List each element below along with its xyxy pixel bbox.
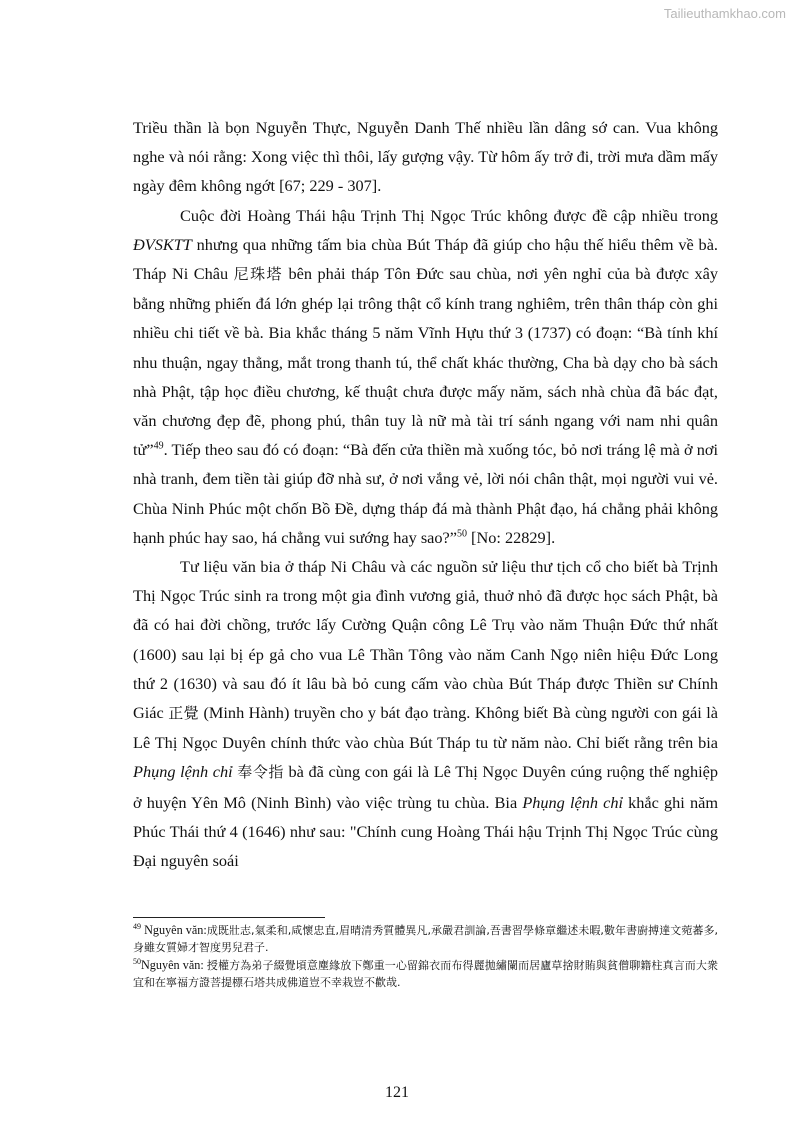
p3-title-phung-lenh-chi-2: Phụng lệnh chỉ (522, 792, 624, 812)
p2-text-a: Cuộc đời Hoàng Thái hậu Trịnh Thị Ngọc Trúc không được đề cập nhiều trong (180, 205, 718, 225)
footnote-50-text: 授權方為弟子綴覺頃意塵緣放下鄭重一心留錦衣而布得麗拋繡闌而居廬草捨財賄與貧僧聊籍柱真言而大衆宜和在寧福方證菩提標石塔共成佛道豈不幸栽豈不歡哉. (133, 958, 718, 990)
paragraph-1: Triều thần là bọn Nguyễn Thực, Nguyễn Danh Thế nhiều lần dâng sớ can. Vua không nghe và nói rằng: Xong việc thì thôi, lấy gượng vậy. Từ hôm ấy trở đi, trời mưa dầm mấy ngày đêm không ngớt [67; 229 - 307]. (133, 118, 718, 196)
footnotes (133, 922, 718, 992)
p3-text-a: Tư liệu văn bia ở tháp Ni Châu và các nguồn sử liệu thư tịch cổ cho biết bà Trịnh Thị Ngọc Trúc sinh ra trong một gia đình vương giả, thuở nhỏ đã được học sách Phật, bà đã có hai đời chồng, trước lấy Cường Quận công Lê Trụ vào năm Thuận Đức thứ nhất (1600) sau lại bị ép gả cho vua Lê Thần Tông vào năm Canh Ngọ niên hiệu Đức Long thứ 2 (1630) và sau đó ít lâu bà bỏ cung cấm vào chùa Bút Tháp được Thiền sư Chính Giác (133, 557, 718, 723)
paragraph-2 (133, 201, 718, 552)
p2-han-ni-chau: 尼珠塔 (233, 265, 283, 284)
p3-text-i: khắc ghi năm Phúc Thái thứ 4 (1646) như sau: "Chính cung Hoàng Thái hậu Trịnh Thị Ngọc Trúc cùng Đại nguyên soái (133, 792, 718, 871)
p3-han-phung-lenh-chi: 奉令指 (237, 763, 284, 782)
page-number: 121 (385, 1084, 409, 1101)
footnote-49-text: 成既壯志,氣柔和,咸懷忠直,眉晴清秀質體異凡,承嚴君訓論,吾書習學條章繼述未暇,數年書廚搏達文菀蕃多,身雖女質婦才智度男兒君子. (133, 924, 718, 955)
footnote-50 (133, 957, 718, 992)
footnote-ref-49[interactable]: 49 (153, 440, 164, 452)
watermark: Tailieuthamkhao.com (663, 6, 786, 21)
paragraph-3 (133, 552, 718, 875)
p3-han-chinh-giac: 正覺 (168, 704, 200, 723)
p3-title-phung-lenh-chi: Phụng lệnh chỉ (133, 762, 233, 782)
p3-text-c: (Minh Hành) truyền cho y bát đạo tràng. Không biết Bà cùng người con gái là Lê Thị Ngọc Duyên chính thức vào chùa Bút Tháp tu từ năm nào. Chỉ biết rằng trên bia (133, 703, 718, 753)
p3-text-g: bà đã cùng con gái là Lê Thị Ngọc Duyên cúng ruộng thế nghiệp ở huyện Yên Mô (Ninh Bình) vào việc trùng tu chùa. Bia (133, 762, 718, 812)
p2-text-e: bên phải tháp Tôn Đức sau chùa, nơi yên nghỉ của bà được xây bằng những phiến đá lớn ghép lại trông thật cổ kính trang nghiêm, trên thân tháp còn ghi nhiều chi tiết về bà. Bia khắc tháng 5 năm Vĩnh Hựu thứ 3 (1737) có đoạn: “Bà tính khí nhu thuận, ngay thẳng, mắt trong thanh tú, thể chất khác thường, Cha bà dạy cho bà sách nhà Phật, tập học điều chương, kế thuật chưa được mấy năm, sách nhà chùa đã bác đạt, văn chương đẹp đẽ, phong phú, thân tuy là nữ mà tài trí sánh ngang với nam nhi quân tử” (133, 264, 718, 460)
footnote-49-label: Nguyên văn: (141, 923, 207, 937)
footnote-49 (133, 922, 718, 957)
body-text (133, 113, 718, 875)
p2-text-c: nhưng qua những tấm bia chùa Bút Tháp đã giúp cho hậu thế hiểu thêm về bà. Tháp Ni Châu (133, 234, 718, 284)
p2-text-g: . Tiếp theo sau đó có đoạn: “Bà đến cửa thiền mà xuống tóc, bỏ nơi tráng lệ mà ở nơi nhà tranh, đem tiền tài giúp đỡ nhà sư, ở nơi vắng vẻ, lời nói chân thật, mọi người vui vẻ. Chùa Ninh Phúc một chốn Bồ Đề, dựng tháp đá mà thành Phật đạo, há chẳng phải không hạnh phúc hay sao, há chẳng vui sướng hay sao?” (133, 440, 718, 547)
footnote-50-label: Nguyên văn: (141, 957, 207, 972)
p2-source-abbrev: ĐVSKTT (133, 234, 192, 254)
p2-text-i: [No: 22829]. (466, 527, 556, 547)
footnote-divider (133, 917, 325, 918)
footnote-50-number: 50 (133, 956, 141, 966)
footnote-ref-50[interactable]: 50 (456, 528, 467, 540)
footnote-49-number: 49 (133, 921, 141, 931)
